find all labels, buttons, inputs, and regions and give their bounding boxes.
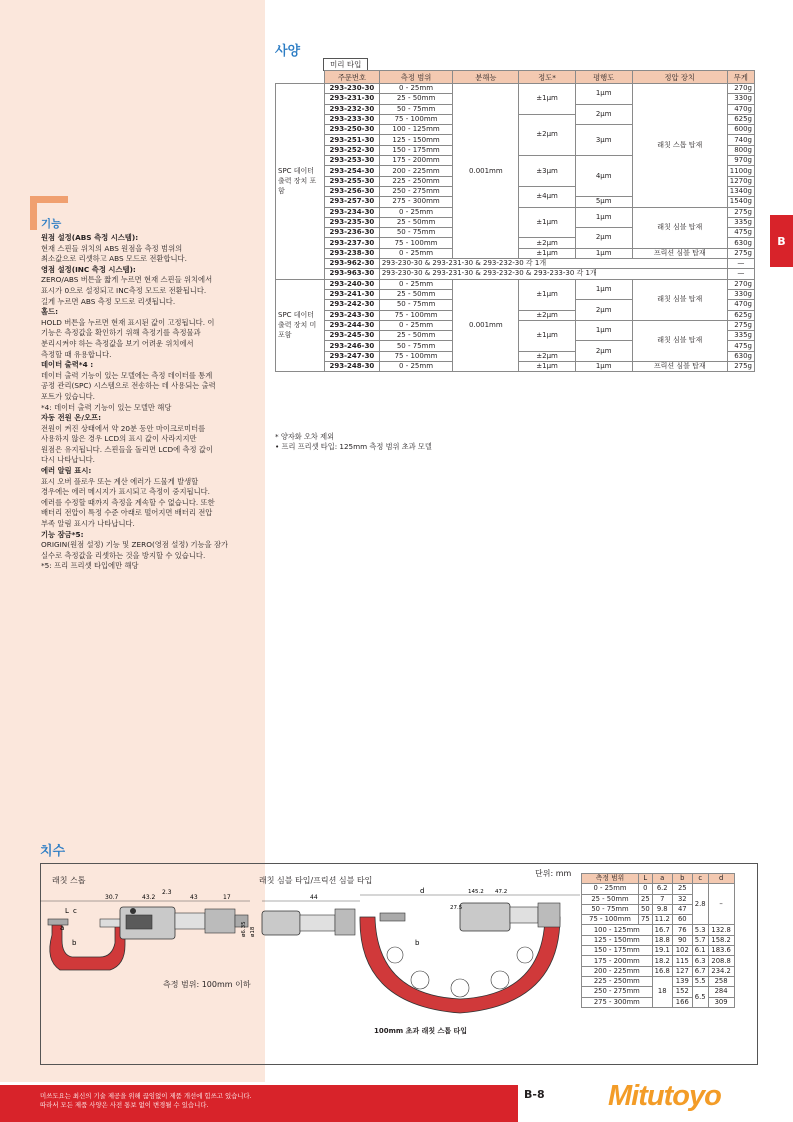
- section-tab: B: [770, 215, 793, 267]
- feature-heading: 데이터 출력*4 :: [41, 360, 94, 370]
- weight: 625g: [727, 114, 754, 124]
- feature-text: *5: 프리 프리셋 타입에만 해당: [41, 561, 139, 571]
- mitutoyo-logo: Mitutoyo: [608, 1080, 721, 1112]
- micrometer-large-drawing: [360, 895, 580, 1013]
- force-device: 래칫 심블 탑재: [632, 320, 727, 361]
- dim-row: [582, 935, 735, 945]
- dim-range: 100 - 125mm: [582, 925, 653, 935]
- range: 0 - 25mm: [379, 279, 452, 289]
- dim-row: [582, 966, 735, 976]
- order-number: 293-241-30: [325, 289, 380, 299]
- feature-text: 최소값으로 리셋하고 ABS 모드로 전환합니다.: [41, 254, 187, 264]
- weight: 275g: [727, 320, 754, 330]
- col-resolution: 분해능: [453, 71, 519, 84]
- accuracy: ±2μm: [519, 114, 575, 155]
- label-L: L: [65, 907, 69, 915]
- accuracy: ±1μm: [519, 320, 575, 351]
- feature-text: *4: 데이터 출력 기능이 있는 모델만 해당: [41, 402, 172, 412]
- range: 75 - 100mm: [379, 310, 452, 320]
- weight: 625g: [727, 310, 754, 320]
- feature-text: 실수로 측정값을 리셋하는 것을 방지할 수 있습니다.: [41, 550, 206, 560]
- disclaimer-line-1: 미쓰도요는 최신의 기술 제공을 위해 끊임없이 제품 개선에 힘쓰고 있습니다.: [40, 1092, 252, 1100]
- accuracy: ±1μm: [519, 207, 575, 238]
- dim-range: 150 - 175mm: [582, 946, 653, 956]
- dim-a: 16.7: [652, 925, 672, 935]
- spec-row: [276, 279, 755, 289]
- label-43-2: 43.2: [142, 894, 156, 901]
- dim-b: 25: [672, 884, 692, 894]
- label-over-100: 100mm 초과 래칫 스톱 타입: [374, 1027, 468, 1035]
- label-30-7: 30.7: [105, 894, 119, 901]
- weight: 970g: [727, 156, 754, 166]
- range: 75 - 100mm: [379, 114, 452, 124]
- feature-heading: 원점 설정(ABS 측정 시스템):: [41, 233, 139, 242]
- order-number: 293-243-30: [325, 310, 380, 320]
- accuracy: ±3μm: [519, 156, 575, 187]
- order-number: 293-244-30: [325, 320, 380, 330]
- order-number: 293-254-30: [325, 166, 380, 176]
- parallelism: 5μm: [575, 197, 632, 207]
- dim-row: [582, 976, 735, 986]
- force-device: 래칫 심블 탑재: [632, 207, 727, 248]
- disclaimer-line-2: 따라서 모든 제품 사양은 사전 통보 없이 변경될 수 있습니다.: [40, 1101, 209, 1109]
- label-phi-18: ø18: [250, 926, 256, 937]
- feature-heading: 에러 알림 표시:: [41, 466, 92, 476]
- dim-b: 139: [672, 976, 692, 986]
- dim-col-d: d: [708, 874, 734, 884]
- feature-heading: 기능 잠금*5:: [41, 529, 84, 539]
- dim-L: 25: [639, 894, 653, 904]
- weight: 275g: [727, 248, 754, 258]
- range: 0 - 25mm: [379, 248, 452, 258]
- dim-L: 0: [639, 884, 653, 894]
- dim-d: 208.8: [708, 956, 734, 966]
- dim-d: 132.8: [708, 925, 734, 935]
- spec-notes: [275, 432, 432, 452]
- weight: 270g: [727, 84, 754, 94]
- set-contents: 293-230-30 & 293-231-30 & 293-232-30 & 293-233-30 각 1개: [379, 269, 727, 279]
- label-c: c: [73, 907, 77, 915]
- order-number: 293-230-30: [325, 84, 380, 94]
- feature-text: ZERO/ABS 버튼을 짧게 누르면 현재 스핀들 위치에서: [41, 275, 213, 285]
- order-number: 293-236-30: [325, 228, 380, 238]
- note-preset: • 프리 프리셋 타입: 125mm 측정 범위 초과 모델: [275, 442, 432, 451]
- spec-header-row: [276, 71, 755, 84]
- resolution: 0.001mm: [453, 84, 519, 259]
- feature-text: 측정할 때 유용합니다.: [41, 349, 112, 359]
- parallelism: 1μm: [575, 248, 632, 258]
- parallelism: 1μm: [575, 207, 632, 228]
- order-number: 293-248-30: [325, 362, 380, 372]
- order-number: 293-245-30: [325, 331, 380, 341]
- order-number: 293-238-30: [325, 248, 380, 258]
- range: 50 - 75mm: [379, 300, 452, 310]
- range: 200 - 225mm: [379, 166, 452, 176]
- order-number: 293-240-30: [325, 279, 380, 289]
- feature-text: 길게 누르면 ABS 측정 모드로 리셋됩니다.: [41, 296, 176, 306]
- set-contents: 293-230-30 & 293-231-30 & 293-232-30 각 1개: [379, 259, 727, 269]
- feature-text: 현재 스핀들 위치의 ABS 원점을 측정 범위의: [41, 243, 183, 253]
- parallelism: 2μm: [575, 341, 632, 362]
- order-number: 293-237-30: [325, 238, 380, 248]
- force-device: 래칫 스톱 탑재: [632, 84, 727, 208]
- dim-b: 32: [672, 894, 692, 904]
- parallelism: 1μm: [575, 320, 632, 341]
- col-order-no: 주문번호: [325, 71, 380, 84]
- dimension-table: [581, 873, 735, 1008]
- feature-text: 사용하지 않은 경우 LCD의 표시 값이 사라지지만: [41, 434, 197, 444]
- dim-d: –: [708, 884, 734, 925]
- range: 275 - 300mm: [379, 197, 452, 207]
- weight: 275g: [727, 362, 754, 372]
- feature-heading: 영점 설정(INC 측정 시스템):: [41, 264, 136, 274]
- dim-a: 19.1: [652, 946, 672, 956]
- dim-c: 5.7: [692, 935, 708, 945]
- dim-a: 11.2: [652, 915, 672, 925]
- force-device: 프릭션 심블 탑재: [632, 362, 727, 372]
- feature-text: 원점은 유지됩니다. 스핀들을 돌리면 LCD에 측정 값이: [41, 444, 213, 454]
- dim-row: [582, 925, 735, 935]
- parallelism: 1μm: [575, 279, 632, 300]
- range: 250 - 275mm: [379, 186, 452, 196]
- dim-c: 6.3: [692, 956, 708, 966]
- accuracy: ±1μm: [519, 84, 575, 115]
- weight: 1540g: [727, 197, 754, 207]
- feature-text: 경우에는 에러 메시지가 표시되고 측정이 중지됩니다.: [41, 487, 210, 497]
- feature-text: 표시 오버 플로우 또는 계산 에러가 드물게 발생할: [41, 476, 199, 486]
- feature-text: 데이터 출력 기능이 있는 모델에는 측정 데이터를 통계: [41, 370, 213, 380]
- col-parallelism: 평행도: [575, 71, 632, 84]
- weight: 1100g: [727, 166, 754, 176]
- page-number: B-8: [524, 1088, 545, 1101]
- dim-d: 234.2: [708, 966, 734, 976]
- spec-row: [276, 84, 755, 94]
- parallelism: 1μm: [575, 362, 632, 372]
- dim-a: 18.8: [652, 935, 672, 945]
- label-44: 44: [310, 894, 318, 901]
- weight: 475g: [727, 341, 754, 351]
- weight: 275g: [727, 207, 754, 217]
- group-with-spc: SPC 데이터 출력 장치 포함: [276, 84, 325, 280]
- weight: 740g: [727, 135, 754, 145]
- range: 0 - 25mm: [379, 320, 452, 330]
- range: 75 - 100mm: [379, 238, 452, 248]
- weight: —: [727, 269, 754, 279]
- feature-heading: 홀드:: [41, 307, 59, 317]
- dim-range: 175 - 200mm: [582, 956, 653, 966]
- dim-header-row: [582, 874, 735, 884]
- order-number: 293-257-30: [325, 197, 380, 207]
- range: 125 - 150mm: [379, 135, 452, 145]
- order-number: 293-242-30: [325, 300, 380, 310]
- dim-a: 18.2: [652, 956, 672, 966]
- weight: 330g: [727, 289, 754, 299]
- range: 0 - 25mm: [379, 362, 452, 372]
- accuracy: ±1μm: [519, 279, 575, 310]
- accuracy: ±1μm: [519, 248, 575, 258]
- dimensions-title: 치수: [40, 844, 66, 859]
- range: 0 - 25mm: [379, 84, 452, 94]
- order-number: 293-234-30: [325, 207, 380, 217]
- spec-row: [276, 259, 755, 269]
- label-ratchet-stop: 래칫 스톱: [52, 876, 86, 885]
- preset-tab: 미리 타입: [323, 58, 368, 71]
- weight: 470g: [727, 300, 754, 310]
- order-number: 293-962-30: [325, 259, 380, 269]
- dim-b: 127: [672, 966, 692, 976]
- feature-text: 다시 나타납니다.: [41, 455, 95, 465]
- dim-col-b: b: [672, 874, 692, 884]
- weight: 335g: [727, 331, 754, 341]
- dim-b: 90: [672, 935, 692, 945]
- col-weight: 무게: [727, 71, 754, 84]
- weight: 600g: [727, 125, 754, 135]
- range: 50 - 75mm: [379, 104, 452, 114]
- col-range: 측정 범위: [379, 71, 452, 84]
- spec-title: 사양: [275, 44, 301, 59]
- weight: 1340g: [727, 186, 754, 196]
- features-section: [41, 218, 263, 572]
- order-number: 293-256-30: [325, 186, 380, 196]
- dim-range: 225 - 250mm: [582, 976, 653, 986]
- range: 50 - 75mm: [379, 228, 452, 238]
- dim-b: 76: [672, 925, 692, 935]
- note-quantization: * 양자화 오차 제외: [275, 432, 335, 441]
- order-number: 293-252-30: [325, 145, 380, 155]
- feature-text: ORIGIN(원점 설정) 기능 및 ZERO(영점 설정) 기능을 잠가: [41, 540, 229, 550]
- dim-c: 5.3: [692, 925, 708, 935]
- dim-a: 16.8: [652, 966, 672, 976]
- feature-text: 전원이 켜진 상태에서 약 20분 동안 마이크로미터를: [41, 423, 206, 433]
- label-thimble-type: 래칫 심블 타입/프릭션 심블 타입: [259, 876, 373, 885]
- range: 0 - 25mm: [379, 207, 452, 217]
- range: 25 - 50mm: [379, 94, 452, 104]
- parallelism: 3μm: [575, 125, 632, 156]
- label-range-100: 측정 범위: 100mm 이하: [163, 980, 251, 989]
- dim-range: 250 - 275mm: [582, 987, 653, 997]
- dim-range: 200 - 225mm: [582, 966, 653, 976]
- accuracy: ±1μm: [519, 362, 575, 372]
- weight: 475g: [727, 228, 754, 238]
- dim-b: 47: [672, 904, 692, 914]
- weight: 630g: [727, 238, 754, 248]
- weight: 270g: [727, 279, 754, 289]
- weight: 470g: [727, 104, 754, 114]
- dim-range: 125 - 150mm: [582, 935, 653, 945]
- range: 25 - 50mm: [379, 289, 452, 299]
- dim-row: [582, 884, 735, 894]
- label-27-5: 27.5: [450, 905, 463, 911]
- feature-text: 에러를 수정할 때까지 측정을 계속할 수 없습니다. 또한: [41, 497, 215, 507]
- spec-table: [275, 70, 755, 372]
- dim-b: 166: [672, 997, 692, 1007]
- dim-c: 6.7: [692, 966, 708, 976]
- weight: —: [727, 259, 754, 269]
- dim-col-range: 측정 범위: [582, 874, 639, 884]
- range: 50 - 75mm: [379, 341, 452, 351]
- dim-d: 284: [708, 987, 734, 997]
- feature-text: 공정 관리(SPC) 시스템으로 전송하는 데 사용되는 출력: [41, 381, 216, 391]
- label-d: d: [420, 887, 425, 895]
- dim-L: 75: [639, 915, 653, 925]
- footer-disclaimer: [40, 1092, 252, 1110]
- feature-text: 포트가 있습니다.: [41, 391, 95, 401]
- dim-range: 50 - 75mm: [582, 904, 639, 914]
- feature-text: HOLD 버튼을 누르면 현재 표시된 값이 고정됩니다. 이: [41, 317, 215, 327]
- label-phi-6-35: ø6.35: [241, 921, 247, 937]
- dim-b: 60: [672, 915, 692, 925]
- group-without-spc: SPC 데이터 출력 장치 미포함: [276, 279, 325, 372]
- order-number: 293-232-30: [325, 104, 380, 114]
- feature-text: 기능은 측정값을 확인하기 위해 측정기를 측정물과: [41, 328, 201, 338]
- label-a: a: [60, 924, 65, 932]
- parallelism: 2μm: [575, 228, 632, 249]
- dim-d: 258: [708, 976, 734, 986]
- dim-col-a: a: [652, 874, 672, 884]
- dim-b: 102: [672, 946, 692, 956]
- micrometer-drawings: [40, 885, 580, 1035]
- dim-c: 6.1: [692, 946, 708, 956]
- dim-range: 275 - 300mm: [582, 997, 653, 1007]
- order-number: 293-246-30: [325, 341, 380, 351]
- dim-b: 115: [672, 956, 692, 966]
- dim-row: [582, 956, 735, 966]
- order-number: 293-253-30: [325, 156, 380, 166]
- dim-a: 18: [652, 976, 672, 1007]
- order-number: 293-251-30: [325, 135, 380, 145]
- weight: 630g: [727, 351, 754, 361]
- range: 175 - 200mm: [379, 156, 452, 166]
- micrometer-thimble-drawing: [262, 901, 360, 935]
- force-device: 래칫 심블 탑재: [632, 279, 727, 320]
- dimensions-unit: 단위: mm: [535, 869, 572, 878]
- range: 225 - 250mm: [379, 176, 452, 186]
- order-number: 293-233-30: [325, 114, 380, 124]
- force-device: 프릭션 심블 탑재: [632, 248, 727, 258]
- spec-row: [276, 269, 755, 279]
- weight: 335g: [727, 217, 754, 227]
- dim-c: 6.5: [692, 987, 708, 1008]
- dim-a: 9.8: [652, 904, 672, 914]
- spec-corner-cell: [276, 71, 325, 84]
- resolution: 0.001mm: [453, 279, 519, 372]
- parallelism: 2μm: [575, 300, 632, 321]
- range: 75 - 100mm: [379, 351, 452, 361]
- label-47-2: 47.2: [495, 889, 508, 895]
- order-number: 293-963-30: [325, 269, 380, 279]
- features-title: 기능: [41, 218, 62, 230]
- parallelism: 1μm: [575, 84, 632, 105]
- order-number: 293-255-30: [325, 176, 380, 186]
- range: 25 - 50mm: [379, 331, 452, 341]
- accuracy: ±2μm: [519, 351, 575, 361]
- order-number: 293-247-30: [325, 351, 380, 361]
- feature-text: 표시가 0으로 설정되고 INC측정 모드로 전환됩니다.: [41, 285, 207, 295]
- order-number: 293-250-30: [325, 125, 380, 135]
- dim-d: 183.6: [708, 946, 734, 956]
- micrometer-small-drawing: [40, 901, 250, 970]
- dim-a: 6.2: [652, 884, 672, 894]
- dim-c: 2.8: [692, 884, 708, 925]
- label-2-3: 2.3: [162, 889, 172, 896]
- dim-range: 0 - 25mm: [582, 884, 639, 894]
- dim-range: 25 - 50mm: [582, 894, 639, 904]
- label-43: 43: [190, 894, 198, 901]
- col-force-device: 정압 장치: [632, 71, 727, 84]
- label-145-2: 145.2: [468, 889, 484, 895]
- weight: 800g: [727, 145, 754, 155]
- dim-range: 75 - 100mm: [582, 915, 639, 925]
- dim-col-c: c: [692, 874, 708, 884]
- feature-heading: 자동 전원 온/오프:: [41, 413, 102, 423]
- weight: 1270g: [727, 176, 754, 186]
- features-list: [41, 233, 263, 572]
- dim-L: 50: [639, 904, 653, 914]
- weight: 330g: [727, 94, 754, 104]
- range: 25 - 50mm: [379, 217, 452, 227]
- feature-text: 부족 알림 표시가 나타납니다.: [41, 519, 135, 529]
- dim-row: [582, 946, 735, 956]
- dim-b: 152: [672, 987, 692, 997]
- order-number: 293-235-30: [325, 217, 380, 227]
- accuracy: ±2μm: [519, 238, 575, 248]
- feature-text: 배터리 전압이 특정 수준 아래로 떨어지면 배터리 전압: [41, 508, 213, 518]
- parallelism: 2μm: [575, 104, 632, 125]
- parallelism: 4μm: [575, 156, 632, 197]
- dim-c: 5.5: [692, 976, 708, 986]
- range: 150 - 175mm: [379, 145, 452, 155]
- dim-d: 309: [708, 997, 734, 1007]
- order-number: 293-231-30: [325, 94, 380, 104]
- feature-text: 분리시켜야 하는 측정값을 보기 어려운 위치에서: [41, 338, 194, 348]
- range: 100 - 125mm: [379, 125, 452, 135]
- accuracy: ±4μm: [519, 186, 575, 207]
- col-accuracy: 정도*: [519, 71, 575, 84]
- dim-a: 7: [652, 894, 672, 904]
- accuracy: ±2μm: [519, 310, 575, 320]
- dim-col-L: L: [639, 874, 653, 884]
- label-17: 17: [223, 894, 231, 901]
- label-b-large: b: [415, 939, 420, 947]
- label-b: b: [72, 939, 77, 947]
- dim-d: 158.2: [708, 935, 734, 945]
